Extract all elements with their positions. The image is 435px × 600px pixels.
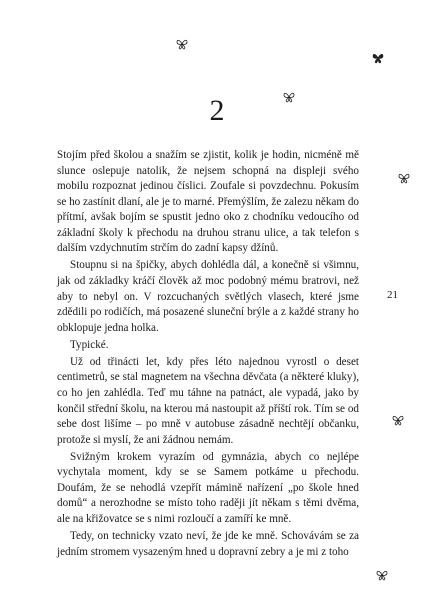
butterfly-icon (372, 52, 384, 64)
butterfly-icon (398, 172, 410, 184)
page-number: 21 (387, 289, 398, 301)
butterfly-icon (283, 91, 295, 103)
chapter-number: 2 (209, 94, 226, 127)
butterfly-icon (376, 569, 388, 581)
butterfly-icon (392, 414, 404, 426)
paragraph: Stojím před školou a snažím se zjistit, kolik je hodin, nicméně mě slunce oslepuje natolik, že nejsem schopná na displeji svého mobilu rozpoznat jedinou číslici. Zoufale si povzdechnu. Pokusím se ho zastínit dlaní, ale je to marné. Přemýšlím, že zalezu někam do přítmí, avšak bojím se spustit jedno oko z chodníku vedoucího od základní školy k přechodu na druhou stranu ulice, a tak telefon s dalším vzdychnutím strčím do zadní kapsy džínů. (57, 149, 359, 255)
paragraph: Tedy, on technicky vzato neví, že jde ke mně. Schovávám se za jedním stromem vysazeným hned u dopravní zebry a je mi z toho (57, 530, 359, 558)
butterfly-icon (176, 38, 188, 50)
paragraph: Stoupnu si na špičky, abych dohlédla dál, a konečně si všimnu, jak od základky kráčí člověk až moc podobný mému bratrovi, než aby to nebyl on. V rozcuchaných světlých vlasech, které jsme zdědili po rodičích, má posazené sluneční brýle a z každé strany ho obklopuje jedna holka. (57, 259, 359, 334)
paragraph: Svižným krokem vyrazím od gymnázia, abych co nejlépe vychytala moment, kdy se se Samem potkáme u přechodu. Doufám, že se nehodlá vzepřít mámině nařízení „po škole hned domů“ a nerozhodne se místo toho raději jít někam s těmi dvěma, ale na křižovatce se s nimi rozloučí a zamíří ke mně. (57, 450, 359, 525)
paragraph: Už od třinácti let, kdy přes léto najednou vyrostl o deset centimetrů, se stal magnetem na všechna děvčata (a některé kluky), co ho jen zahlédla. Teď mu táhne na patnáct, ale vypadá, jako by končil střední školu, na kterou má nastoupit až příští rok. Tím se od sebe dost lišíme – po mně v autobuse zásadně nechtějí občanku, protože si myslí, že ani žádnou nemám. (57, 355, 359, 446)
paragraph: Typické. (70, 338, 109, 351)
chapter-body (57, 148, 359, 562)
